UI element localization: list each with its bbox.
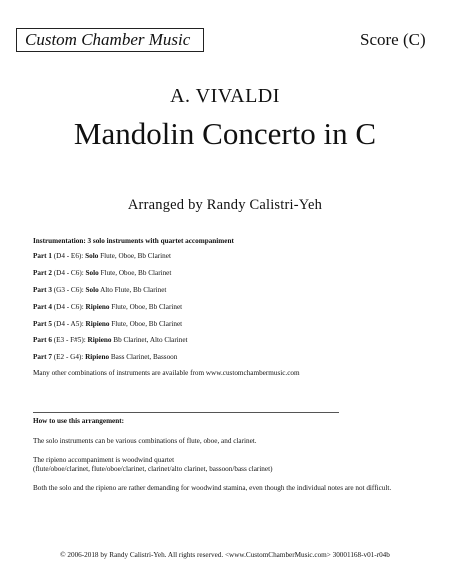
part-range: (G3 - C6): [51, 285, 86, 294]
copyright-footer: © 2006-2018 by Randy Calistri-Yeh. All rights reserved. <www.CustomChamberMusic.com> 30001168-v01-r04b [60, 551, 390, 559]
howto-paragraph-solo: The solo instruments can be various combinations of flute, oboe, and clarinet. [33, 437, 257, 445]
parts-list [33, 252, 188, 370]
part-label: Part 1 [33, 252, 52, 260]
part-range: (E2 - G4): [51, 353, 86, 362]
part-role: Ripieno [87, 336, 112, 345]
part-row [33, 286, 188, 303]
part-role: Solo [85, 285, 99, 294]
howto-paragraph-stamina: Both the solo and the ripieno are rather demanding for woodwind stamina, even though the individual notes are not difficult. [33, 484, 392, 492]
part-instruments: Bass Clarinet, Bassoon [109, 353, 178, 362]
part-instruments: Bb Clarinet, Alto Clarinet [111, 336, 188, 345]
part-range: (D4 - C6): [51, 302, 86, 311]
part-row [33, 320, 188, 337]
howto-heading: How to use this arrangement: [33, 417, 125, 425]
other-combinations-note: Many other combinations of instruments are available from www.customchambermusic.com [33, 369, 300, 377]
part-role: Ripieno [85, 319, 110, 328]
part-label: Part 6 [33, 336, 52, 345]
page-title: Mandolin Concerto in C [73, 116, 377, 151]
part-label: Part 3 [33, 285, 52, 294]
publisher-label: Custom Chamber Music [16, 28, 204, 52]
section-divider [33, 412, 339, 413]
part-instruments: Flute, Oboe, Bb Clarinet [109, 319, 183, 328]
ripieno-line-1: The ripieno accompaniment is woodwind quartet [33, 456, 175, 464]
part-row [33, 353, 188, 370]
arranger-credit: Arranged by Randy Calistri-Yeh [127, 197, 323, 213]
part-instruments: Flute, Oboe, Bb Clarinet [98, 268, 172, 277]
part-range: (D4 - C6): [51, 268, 86, 277]
howto-paragraph-ripieno [33, 456, 273, 474]
part-role: Solo [85, 252, 99, 260]
part-range: (D4 - E6): [51, 252, 86, 260]
part-range: (E3 - F#5): [51, 336, 88, 345]
part-row [33, 303, 188, 320]
composer-name: A. VIVALDI [170, 85, 280, 107]
part-instruments: Flute, Oboe, Bb Clarinet [98, 252, 171, 260]
part-label: Part 2 [33, 268, 52, 277]
part-label: Part 5 [33, 319, 52, 328]
part-row [33, 336, 188, 353]
part-label: Part 4 [33, 302, 52, 311]
part-instruments: Alto Flute, Bb Clarinet [98, 285, 167, 294]
part-instruments: Flute, Oboe, Bb Clarinet [109, 302, 183, 311]
score-label: Score (C) [360, 30, 426, 49]
part-role: Ripieno [85, 353, 110, 362]
part-role: Solo [85, 268, 99, 277]
part-row [33, 252, 188, 269]
part-range: (D4 - A5): [51, 319, 86, 328]
part-label: Part 7 [33, 353, 52, 362]
ripieno-line-2: (flute/oboe/clarinet, flute/oboe/clarinet, clarinet/alto clarinet, bassoon/bass clarinet) [33, 465, 273, 473]
part-role: Ripieno [85, 302, 110, 311]
part-row [33, 269, 188, 286]
instrumentation-heading: Instrumentation: 3 solo instruments with quartet accompaniment [33, 237, 234, 245]
